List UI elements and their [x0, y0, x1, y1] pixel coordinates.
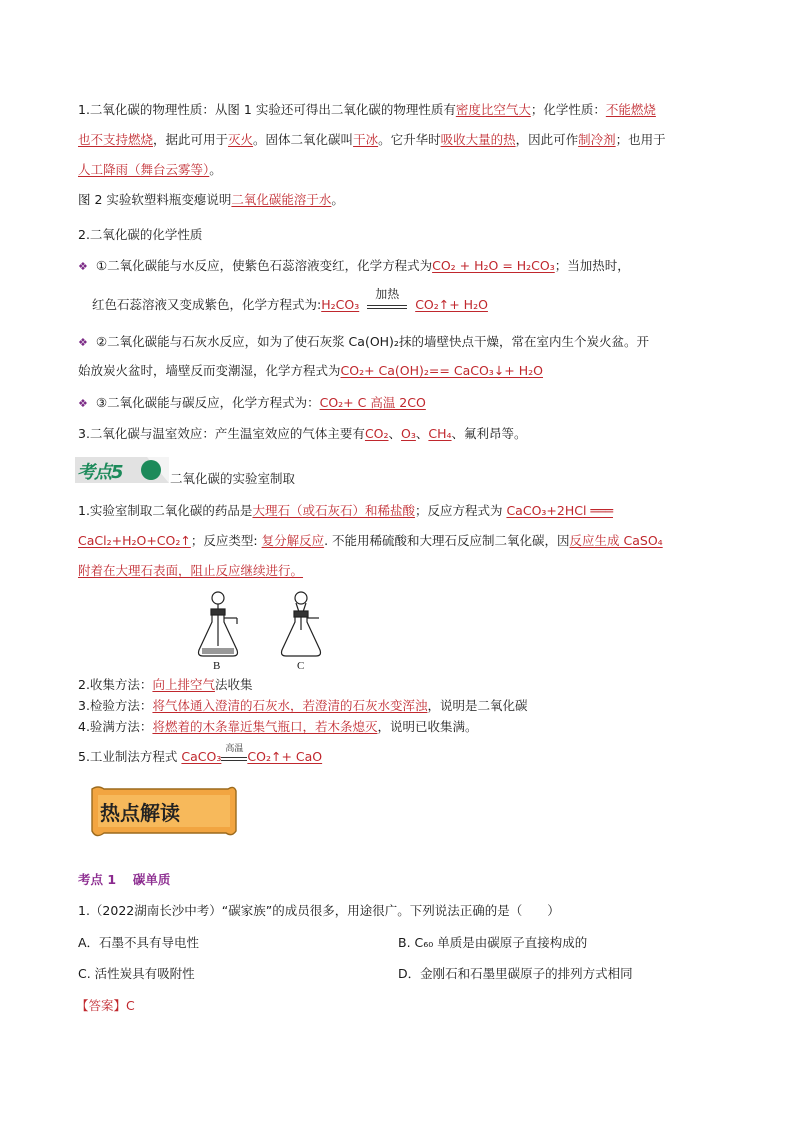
diamond-bullet-icon: ❖ [78, 397, 88, 410]
high-temp-condition: 高温 [221, 749, 247, 761]
para-full-method: 4.验满方法：将燃着的木条靠近集气瓶口，若木条熄灭，说明已收集满。 [78, 719, 478, 734]
para-lab-prep-line2: CaCl₂+H₂O+CO₂↑；反应类型: 复分解反应. 不能用稀硫酸和大理石反应制二氧化碳，因反应生成 CaSO₄ [78, 533, 663, 548]
banner-label: 热点解读 [100, 801, 180, 825]
diamond-bullet-icon: ❖ [78, 336, 88, 349]
para-industrial: 5.工业制法方程式 CaCO₃ 高温 CO₂↑+ CaO [78, 744, 323, 764]
para-physical-props-line1: 1.二氧化碳的物理性质：从图 1 实验还可得出二氧化碳的物理性质有密度比空气大；化学性质：不能燃烧 [78, 102, 656, 117]
heat-condition: 加热 [367, 297, 407, 309]
apparatus-figure [193, 590, 333, 676]
item-co2-carbon: ❖ ③二氧化碳能与碳反应，化学方程式为：CO₂+ C 高温 2CO [78, 395, 426, 410]
diamond-bullet-icon: ❖ [78, 260, 88, 273]
badge-label: 考点5 [77, 462, 123, 483]
para-physical-props-line3: 人工降雨（舞台云雾等）。 [78, 162, 222, 177]
para-physical-props-line2: 也不支持燃烧，据此可用于灭火。固体二氧化碳叫干冰。它升华时吸收大量的热，因此可作制冷剂；也用于 [78, 132, 666, 147]
para-collect-method: 2.收集方法：向上排空气法收集 [78, 677, 253, 692]
exam-point-badge [75, 457, 169, 483]
section-chem-props-title: 2.二氧化碳的化学性质 [78, 227, 203, 242]
para-lab-prep-line3: 附着在大理石表面，阻止反应继续进行。 [78, 563, 304, 578]
option-a: A．石墨不具有导电性 [78, 935, 200, 950]
flask-c-label: C [297, 660, 305, 672]
answer-line: 【答案】C [76, 998, 135, 1013]
item-co2-limewater-line2: 始放炭火盆时，墙壁反而变潮湿，化学方程式为CO₂+ Ca(OH)₂== CaCO₃↓+ H₂O [78, 363, 543, 378]
option-d: D．金刚石和石墨里碳原子的排列方式相同 [398, 966, 633, 981]
question-stem: 1.（2022湖南长沙中考）“碳家族”的成员很多，用途很广。下列说法正确的是（ ） [78, 903, 560, 918]
hot-topic-banner [88, 783, 238, 841]
item-co2-water-line2: 红色石蕊溶液又变成紫色，化学方程式为:H₂CO₃ 加热 CO₂↑+ H₂O [92, 287, 488, 312]
option-b: B. C₆₀ 单质是由碳原子直接构成的 [398, 935, 588, 950]
item-co2-water: ❖ ①二氧化碳能与水反应，使紫色石蕊溶液变红，化学方程式为CO₂ + H₂O = H₂CO₃；当加热时， [78, 258, 630, 273]
para-lab-prep-line1: 1.实验室制取二氧化碳的药品是大理石（或石灰石）和稀盐酸；反应方程式为 CaCO₃+2HCl ═══ [78, 503, 613, 518]
option-c: C. 活性炭具有吸附性 [78, 966, 195, 981]
para-greenhouse: 3.二氧化碳与温室效应：产生温室效应的气体主要有CO₂、O₃、CH₄、氟利昂等。 [78, 426, 527, 441]
equals-arrow [367, 305, 407, 309]
flask-b-label: B [213, 660, 221, 672]
exam-point-title: 二氧化碳的实验室制取 [170, 471, 296, 486]
para-check-method: 3.检验方法：将气体通入澄清的石灰水，若澄清的石灰水变浑浊，说明是二氧化碳 [78, 698, 528, 713]
para-figure2: 图 2 实验软塑料瓶变瘪说明二氧化碳能溶于水。 [78, 192, 344, 207]
item-co2-limewater: ❖ ②二氧化碳能与石灰水反应，如为了使石灰浆 Ca(OH)₂抹的墙壁快点干燥，常在室内生个炭火盆。开 [78, 334, 649, 349]
exam-point-1-title: 考点 1 碳单质 [78, 872, 171, 887]
